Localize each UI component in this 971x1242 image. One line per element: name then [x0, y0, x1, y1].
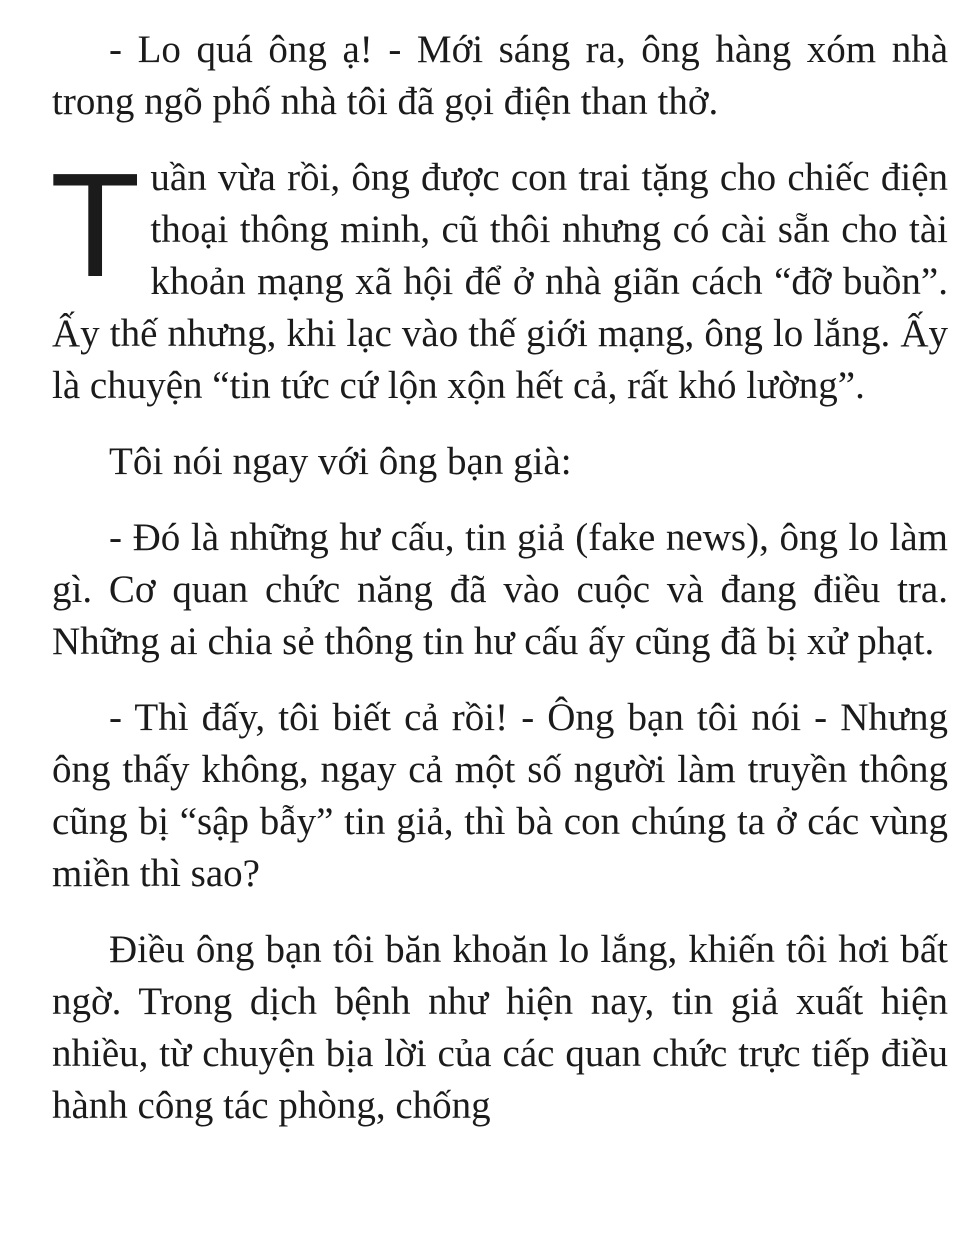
article-body [52, 24, 948, 1156]
paragraph-fake-news: - Đó là những hư cấu, tin giả (fake news), ông lo làm gì. Cơ quan chức năng đã vào cuộc và đang điều tra. Những ai chia sẻ thông tin hư cấu ấy cũng đã bị xử phạt. [52, 516, 948, 663]
drop-cap-letter: T [50, 143, 141, 308]
paragraph-reply: Tôi nói ngay với ông bạn già: [109, 440, 572, 483]
paragraph-friend-response: - Thì đấy, tôi biết cả rồi! - Ông bạn tôi nói - Nhưng ông thấy không, ngay cả một số người làm truyền thông cũng bị “sập bẫy” tin giả, thì bà con chúng ta ở các vùng miền thì sao? [52, 696, 948, 895]
paragraph-opening: - Lo quá ông ạ! - Mới sáng ra, ông hàng xóm nhà trong ngõ phố nhà tôi đã gọi điện than thở. [52, 28, 948, 123]
paragraph-dropcap [50, 143, 948, 412]
dropcap-paragraph-text: uần vừa rồi, ông được con trai tặng cho chiếc điện thoại thông minh, cũ thôi nhưng có cài sẵn cho tài khoản mạng xã hội để ở nhà giãn cách “đỡ buồn”. Ấy thế nhưng, khi lạc vào thế giới mạng, ông lo lắng. Ấy là chuyện “tin tức cứ lộn xộn hết cả, rất khó lường”. [52, 156, 948, 407]
paragraph-concern: Điều ông bạn tôi băn khoăn lo lắng, khiến tôi hơi bất ngờ. Trong dịch bệnh như hiện nay, tin giả xuất hiện nhiều, từ chuyện bịa lời của các quan chức trực tiếp điều hành công tác phòng, chống [52, 928, 948, 1127]
